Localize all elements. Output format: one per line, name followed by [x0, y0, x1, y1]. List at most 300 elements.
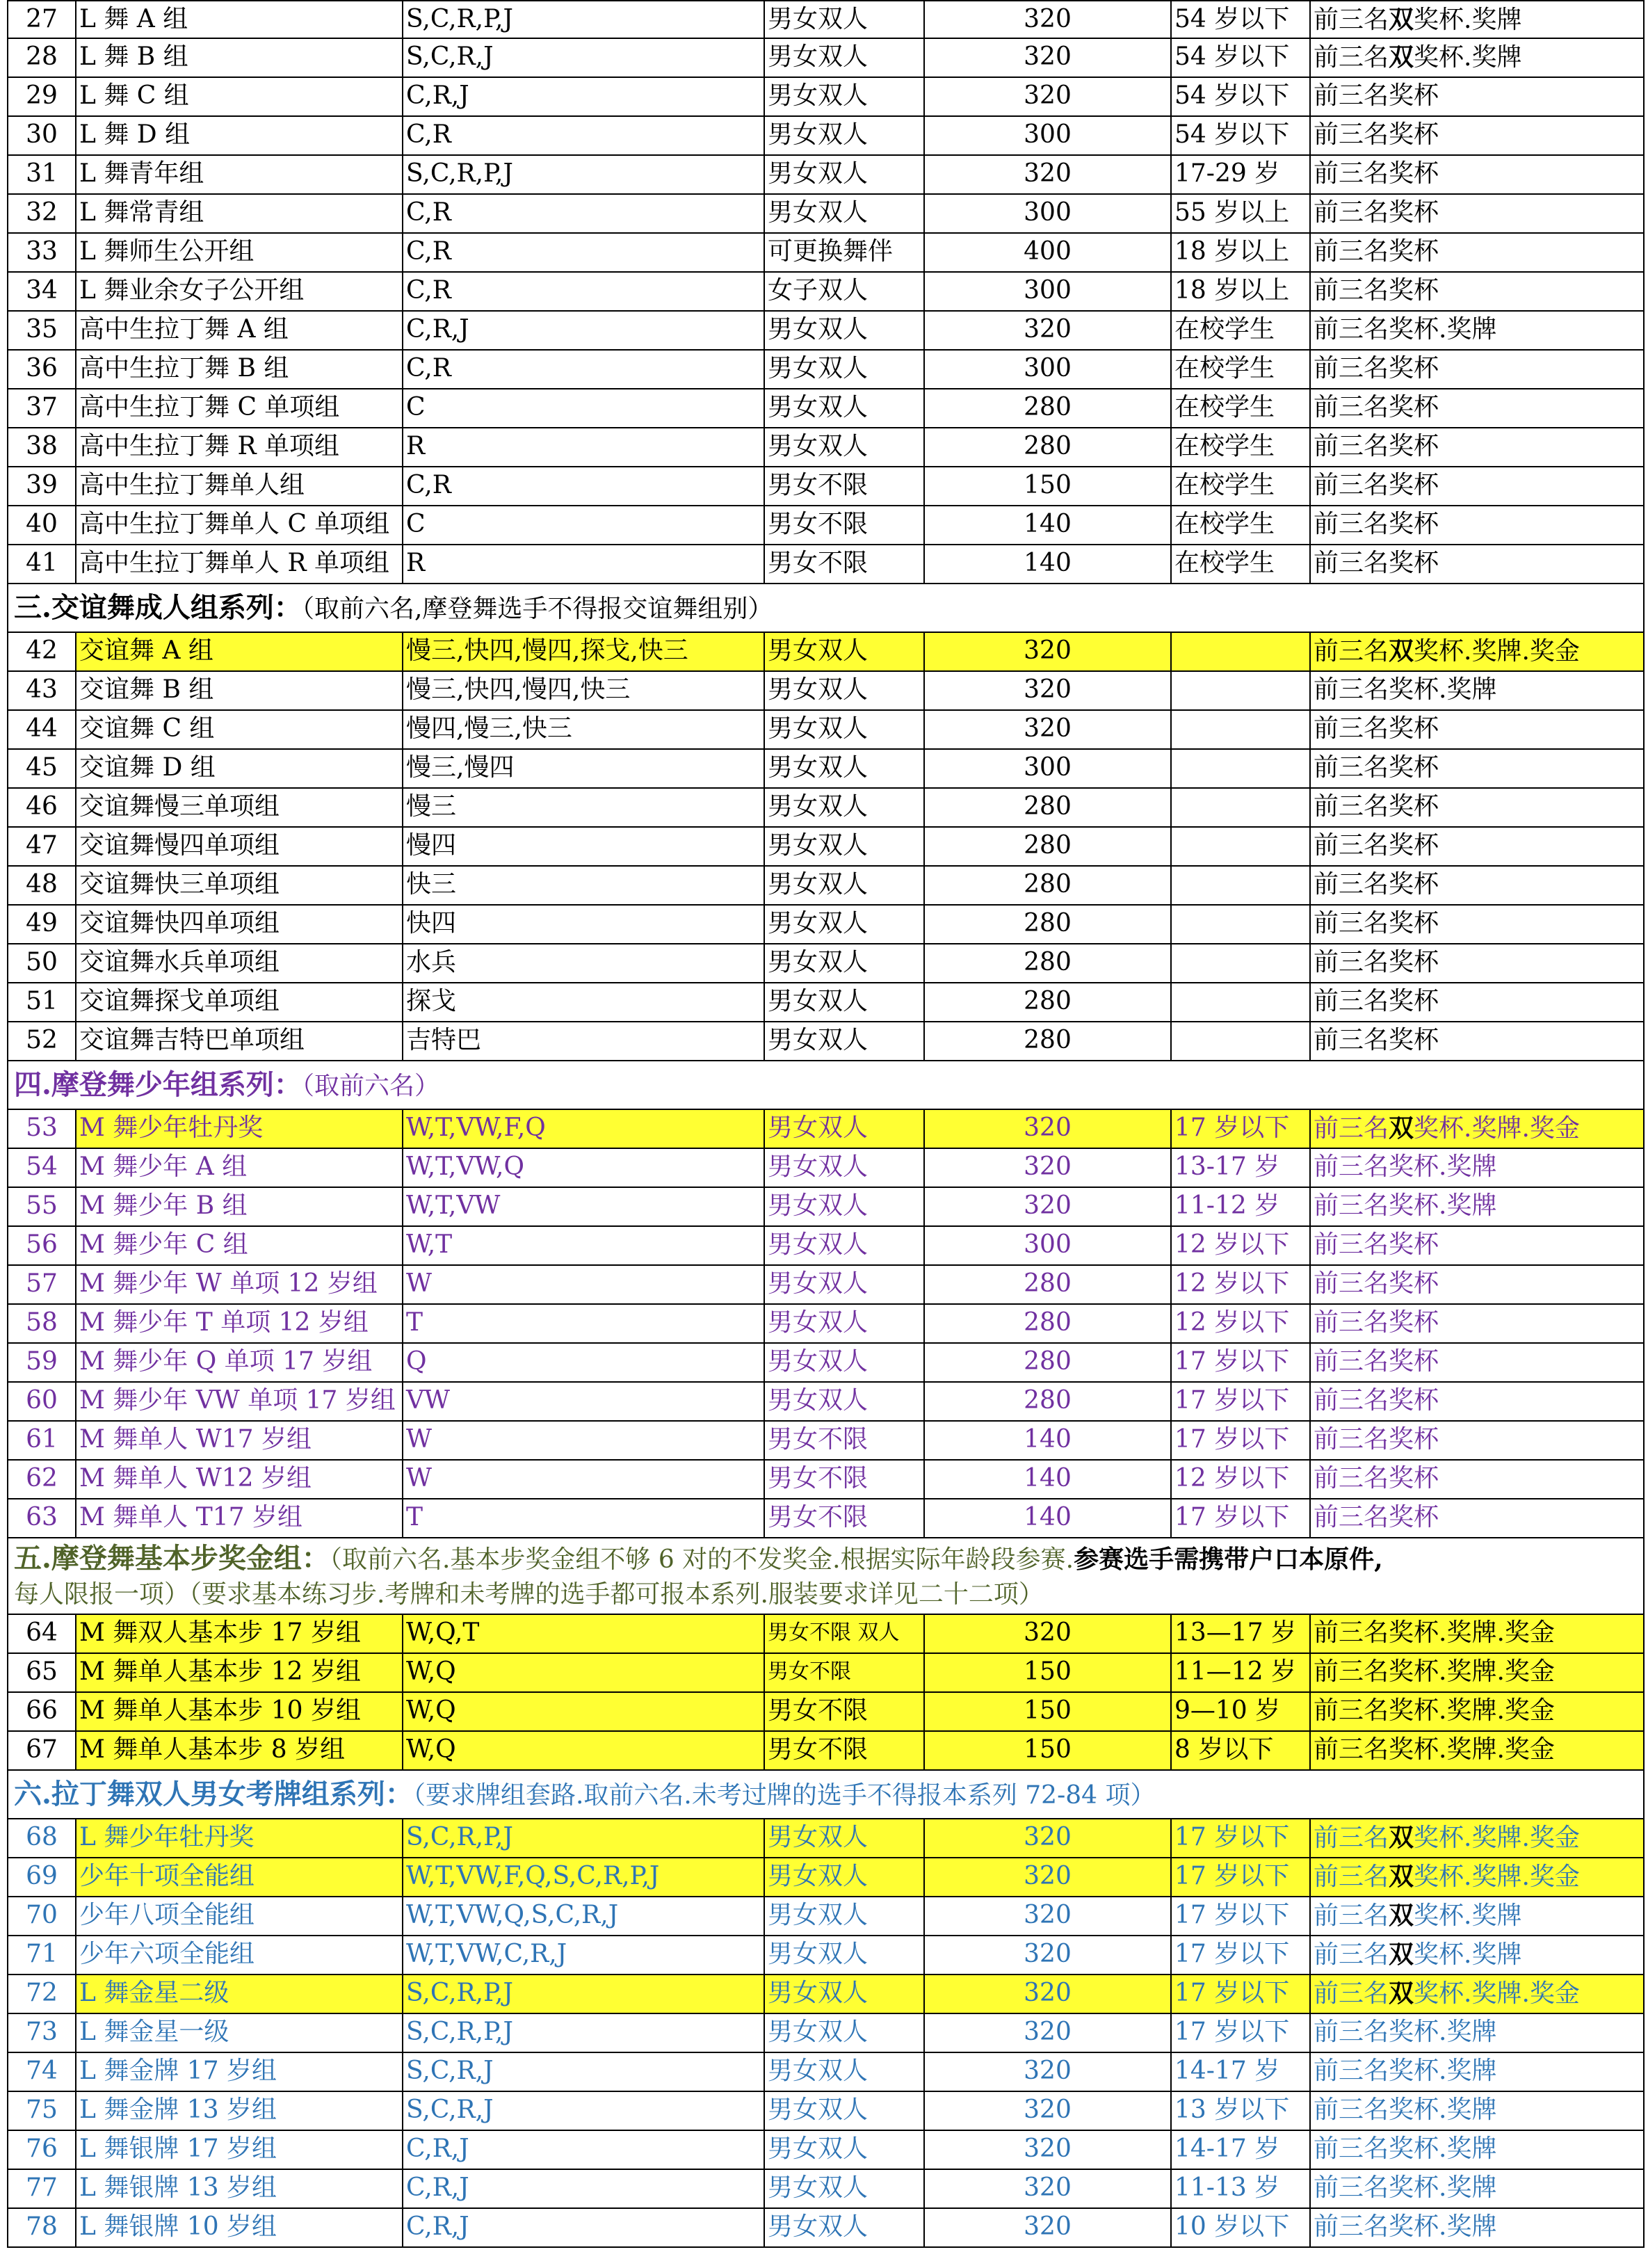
event-name-cell: L 舞青年组 — [76, 156, 403, 193]
age-limit-cell: 12 岁以下 — [1172, 1461, 1311, 1498]
prize-cell — [1311, 506, 1645, 544]
entry-fee-cell: 320 — [925, 1819, 1172, 1857]
prize-text-suffix: 奖杯.奖牌.奖金 — [1414, 1863, 1580, 1891]
row-number-cell: 41 — [7, 545, 76, 583]
partner-type-cell: 男女双人 — [765, 2053, 925, 2091]
row-number-cell: 28 — [7, 39, 76, 77]
prize-text: 前三名奖杯 — [1314, 1386, 1439, 1415]
event-name-cell: L 舞金星二级 — [76, 1975, 403, 2013]
event-name-cell: 少年六项全能组 — [76, 1936, 403, 1974]
prize-cell — [1311, 1227, 1645, 1264]
entry-fee-cell: 280 — [925, 1344, 1172, 1381]
age-limit-cell — [1172, 711, 1311, 748]
age-limit-cell — [1172, 633, 1311, 670]
row-number-cell: 59 — [7, 1344, 76, 1381]
row-number-cell: 72 — [7, 1975, 76, 2013]
table-row — [7, 117, 1645, 156]
partner-type-cell: 男女双人 — [765, 351, 925, 388]
entry-fee-cell: 320 — [925, 1936, 1172, 1974]
prize-text: 前三名奖杯 — [1314, 1026, 1439, 1054]
prize-text: 前三名奖杯 — [1314, 1269, 1439, 1298]
age-limit-cell: 54 岁以下 — [1172, 1, 1311, 38]
entry-fee-cell: 280 — [925, 944, 1172, 982]
table-row — [7, 2131, 1645, 2170]
prize-text: 前三名 — [1314, 1114, 1389, 1143]
dances-cell: C — [403, 389, 765, 427]
table-row — [7, 234, 1645, 273]
partner-type-cell: 男女双人 — [765, 312, 925, 349]
dances-cell: T — [403, 1499, 765, 1537]
age-limit-cell: 13-17 岁 — [1172, 1149, 1311, 1187]
entry-fee-cell: 320 — [925, 2092, 1172, 2130]
entry-fee-cell: 300 — [925, 1227, 1172, 1264]
age-limit-cell: 17 岁以下 — [1172, 1344, 1311, 1381]
prize-cell — [1311, 1383, 1645, 1420]
prize-cell — [1311, 789, 1645, 826]
event-name-cell: 少年八项全能组 — [76, 1897, 403, 1935]
prize-cell — [1311, 944, 1645, 982]
partner-type-cell: 男女不限 — [765, 467, 925, 505]
prize-text: 前三名奖杯 — [1314, 276, 1439, 305]
prize-text: 前三名奖杯 — [1314, 120, 1439, 149]
prize-text: 前三名 — [1314, 1979, 1389, 2008]
partner-type-cell: 男女双人 — [765, 750, 925, 787]
age-limit-cell — [1172, 906, 1311, 943]
age-limit-cell: 12 岁以下 — [1172, 1227, 1311, 1264]
dances-cell: 探戈 — [403, 983, 765, 1021]
row-number-cell: 57 — [7, 1266, 76, 1303]
row-number-cell: 69 — [7, 1858, 76, 1896]
prize-text: 前三名奖杯 — [1314, 198, 1439, 227]
prize-text-suffix: 奖杯.奖牌.奖金 — [1414, 1824, 1580, 1852]
table-row — [7, 1897, 1645, 1936]
partner-type-cell: 男女双人 — [765, 195, 925, 232]
age-limit-cell: 11-13 岁 — [1172, 2170, 1311, 2207]
prize-cell — [1311, 2170, 1645, 2207]
partner-type-cell: 男女双人 — [765, 1936, 925, 1974]
row-number-cell: 38 — [7, 428, 76, 466]
event-name-cell: M 舞单人 W12 岁组 — [76, 1461, 403, 1498]
table-row — [7, 1344, 1645, 1383]
partner-type-cell: 女子双人 — [765, 273, 925, 310]
prize-cell — [1311, 1693, 1645, 1730]
prize-cell — [1311, 389, 1645, 427]
entry-fee-cell: 320 — [925, 633, 1172, 670]
prize-text: 前三名奖杯 — [1314, 909, 1439, 938]
event-name-cell: M 舞少年 W 单项 12 岁组 — [76, 1266, 403, 1303]
prize-text-suffix: 奖杯.奖牌.奖金 — [1414, 1114, 1580, 1143]
age-limit-cell — [1172, 867, 1311, 904]
dances-cell: W,T,VW,F,Q — [403, 1110, 765, 1148]
section-3-header — [7, 584, 1645, 633]
prize-text: 前三名 — [1314, 1901, 1389, 1930]
event-name-cell: 交谊舞 C 组 — [76, 711, 403, 748]
dances-cell: S,C,R,J — [403, 2053, 765, 2091]
dances-cell: S,C,R,P,J — [403, 156, 765, 193]
age-limit-cell: 17 岁以下 — [1172, 1499, 1311, 1537]
age-limit-cell: 17 岁以下 — [1172, 1110, 1311, 1148]
entry-fee-cell: 320 — [925, 1149, 1172, 1187]
row-number-cell: 44 — [7, 711, 76, 748]
table-row — [7, 1858, 1645, 1897]
event-name-cell: L 舞 B 组 — [76, 39, 403, 77]
partner-type-cell: 男女双人 — [765, 2131, 925, 2169]
age-limit-cell: 14-17 岁 — [1172, 2053, 1311, 2091]
partner-type-cell: 男女不限 — [765, 1693, 925, 1730]
age-limit-cell: 在校学生 — [1172, 467, 1311, 505]
table-row — [7, 1975, 1645, 2014]
prize-text-suffix: 奖杯.奖牌.奖金 — [1414, 637, 1580, 666]
event-name-cell: 高中生拉丁舞单人组 — [76, 467, 403, 505]
partner-type-cell: 男女双人 — [765, 1110, 925, 1148]
age-limit-cell: 13—17 岁 — [1172, 1615, 1311, 1652]
partner-type-cell: 男女双人 — [765, 389, 925, 427]
prize-text: 前三名奖杯.奖牌 — [1314, 1152, 1497, 1181]
dances-cell: W,T — [403, 1227, 765, 1264]
event-name-cell: M 舞少年 C 组 — [76, 1227, 403, 1264]
table-row — [7, 789, 1645, 828]
event-name-cell: 交谊舞 A 组 — [76, 633, 403, 670]
event-name-cell: M 舞单人基本步 12 岁组 — [76, 1654, 403, 1691]
dances-cell: W,T,VW — [403, 1188, 765, 1225]
event-name-cell: L 舞金牌 17 岁组 — [76, 2053, 403, 2091]
entry-fee-cell: 320 — [925, 1975, 1172, 2013]
partner-type-cell: 男女双人 — [765, 672, 925, 709]
row-number-cell: 58 — [7, 1305, 76, 1342]
age-limit-cell: 10 岁以下 — [1172, 2209, 1311, 2246]
dances-cell: 快四 — [403, 906, 765, 943]
social-dance-rows — [7, 633, 1645, 1061]
partner-type-cell: 男女双人 — [765, 1344, 925, 1381]
age-limit-cell: 54 岁以下 — [1172, 78, 1311, 115]
table-row — [7, 39, 1645, 78]
dances-cell: T — [403, 1305, 765, 1342]
row-number-cell: 36 — [7, 351, 76, 388]
row-number-cell: 56 — [7, 1227, 76, 1264]
table-row — [7, 506, 1645, 545]
table-row — [7, 1305, 1645, 1344]
dances-cell: W — [403, 1422, 765, 1459]
entry-fee-cell: 140 — [925, 545, 1172, 583]
entry-fee-cell: 280 — [925, 906, 1172, 943]
partner-type-cell: 男女不限 — [765, 545, 925, 583]
prize-text: 前三名奖杯 — [1314, 870, 1439, 899]
prize-cell — [1311, 672, 1645, 709]
prize-text: 前三名奖杯 — [1314, 510, 1439, 538]
age-limit-cell: 17 岁以下 — [1172, 1858, 1311, 1896]
prize-cell — [1311, 1188, 1645, 1225]
row-number-cell: 33 — [7, 234, 76, 271]
prize-text: 前三名 — [1314, 1940, 1389, 1969]
table-row — [7, 1383, 1645, 1422]
event-name-cell: 高中生拉丁舞 A 组 — [76, 312, 403, 349]
event-name-cell: 高中生拉丁舞 R 单项组 — [76, 428, 403, 466]
table-row — [7, 0, 1645, 39]
table-row — [7, 312, 1645, 351]
prize-text: 前三名奖杯 — [1314, 1308, 1439, 1337]
partner-type-cell: 男女不限 双人 — [765, 1615, 925, 1652]
event-name-cell: M 舞少年 T 单项 12 岁组 — [76, 1305, 403, 1342]
prize-text: 前三名奖杯 — [1314, 159, 1439, 188]
event-name-cell: 交谊舞吉特巴单项组 — [76, 1022, 403, 1060]
table-row — [7, 944, 1645, 983]
dances-cell: S,C,R,P,J — [403, 1975, 765, 2013]
partner-type-cell: 男女不限 — [765, 1499, 925, 1537]
event-name-cell: L 舞常青组 — [76, 195, 403, 232]
row-number-cell: 76 — [7, 2131, 76, 2169]
row-number-cell: 78 — [7, 2209, 76, 2246]
row-number-cell: 48 — [7, 867, 76, 904]
partner-type-cell: 男女双人 — [765, 2092, 925, 2130]
prize-text: 前三名奖杯 — [1314, 714, 1439, 743]
entry-fee-cell: 320 — [925, 156, 1172, 193]
dances-cell: 慢三,快四,慢四,探戈,快三 — [403, 633, 765, 670]
prize-double-mark: 双 — [1389, 1113, 1414, 1143]
entry-fee-cell: 320 — [925, 312, 1172, 349]
entry-fee-cell: 280 — [925, 789, 1172, 826]
event-name-cell: M 舞单人基本步 8 岁组 — [76, 1732, 403, 1769]
age-limit-cell: 18 岁以上 — [1172, 273, 1311, 310]
age-limit-cell: 17 岁以下 — [1172, 1975, 1311, 2013]
prize-text: 前三名奖杯 — [1314, 1503, 1439, 1531]
dances-cell: W — [403, 1266, 765, 1303]
section-4-title: 四.摩登舞少年组系列： — [14, 1068, 302, 1101]
prize-text-suffix: 奖杯.奖牌 — [1414, 1901, 1522, 1930]
entry-fee-cell: 140 — [925, 1461, 1172, 1498]
row-number-cell: 60 — [7, 1383, 76, 1420]
prize-double-mark: 双 — [1389, 1979, 1414, 2008]
age-limit-cell: 8 岁以下 — [1172, 1732, 1311, 1769]
partner-type-cell: 男女双人 — [765, 2014, 925, 2052]
table-row — [7, 156, 1645, 195]
event-name-cell: M 舞双人基本步 17 岁组 — [76, 1615, 403, 1652]
table-row — [7, 750, 1645, 789]
entry-fee-cell: 320 — [925, 711, 1172, 748]
table-row — [7, 428, 1645, 467]
prize-cell — [1311, 545, 1645, 583]
prize-text: 前三名奖杯.奖牌 — [1314, 2096, 1497, 2124]
dances-cell: C,R,J — [403, 312, 765, 349]
age-limit-cell: 11—12 岁 — [1172, 1654, 1311, 1691]
table-row — [7, 828, 1645, 867]
prize-text: 前三名 — [1314, 1824, 1389, 1852]
row-number-cell: 35 — [7, 312, 76, 349]
event-name-cell: 少年十项全能组 — [76, 1858, 403, 1896]
age-limit-cell: 在校学生 — [1172, 312, 1311, 349]
partner-type-cell: 男女双人 — [765, 633, 925, 670]
dances-cell: R — [403, 545, 765, 583]
prize-text: 前三名奖杯.奖牌.奖金 — [1314, 1735, 1555, 1764]
row-number-cell: 70 — [7, 1897, 76, 1935]
entry-fee-cell: 280 — [925, 1266, 1172, 1303]
partner-type-cell: 男女双人 — [765, 2209, 925, 2246]
partner-type-cell: 男女双人 — [765, 1383, 925, 1420]
table-row — [7, 273, 1645, 312]
dances-cell: W,Q,T — [403, 1615, 765, 1652]
prize-double-mark: 双 — [1389, 1940, 1414, 1969]
age-limit-cell: 在校学生 — [1172, 545, 1311, 583]
partner-type-cell: 男女不限 — [765, 1461, 925, 1498]
entry-fee-cell: 320 — [925, 2014, 1172, 2052]
entry-fee-cell: 280 — [925, 867, 1172, 904]
dances-cell: 慢四,慢三,快三 — [403, 711, 765, 748]
partner-type-cell: 男女双人 — [765, 428, 925, 466]
prize-cell — [1311, 1819, 1645, 1857]
prize-double-mark: 双 — [1389, 5, 1414, 34]
event-name-cell: 交谊舞快四单项组 — [76, 906, 403, 943]
entry-fee-cell: 320 — [925, 1615, 1172, 1652]
entry-fee-cell: 320 — [925, 2209, 1172, 2246]
prize-cell — [1311, 867, 1645, 904]
prize-cell — [1311, 117, 1645, 154]
partner-type-cell: 男女不限 — [765, 1422, 925, 1459]
row-number-cell: 43 — [7, 672, 76, 709]
prize-cell — [1311, 351, 1645, 388]
prize-cell — [1311, 1110, 1645, 1148]
entry-fee-cell: 300 — [925, 195, 1172, 232]
dances-cell: 慢三,慢四 — [403, 750, 765, 787]
event-name-cell: M 舞单人基本步 10 岁组 — [76, 1693, 403, 1730]
entry-fee-cell: 320 — [925, 1858, 1172, 1896]
prize-text-suffix: 奖杯.奖牌 — [1414, 43, 1522, 72]
entry-fee-cell: 280 — [925, 1022, 1172, 1060]
dances-cell: C,R — [403, 273, 765, 310]
prize-cell — [1311, 1149, 1645, 1187]
dances-cell: C,R,J — [403, 2131, 765, 2169]
section-5-note-2: 每人限报一项）（要求基本练习步.考牌和未考牌的选手都可报本系列.服装要求详见二十二项） — [14, 1580, 1044, 1609]
dances-cell: C,R,J — [403, 2209, 765, 2246]
prize-text: 前三名奖杯 — [1314, 354, 1439, 383]
age-limit-cell: 在校学生 — [1172, 506, 1311, 544]
age-limit-cell: 17 岁以下 — [1172, 1936, 1311, 1974]
table-row — [7, 983, 1645, 1022]
prize-cell — [1311, 1858, 1645, 1896]
age-limit-cell — [1172, 672, 1311, 709]
row-number-cell: 54 — [7, 1149, 76, 1187]
table-row — [7, 711, 1645, 750]
prize-cell — [1311, 633, 1645, 670]
table-row — [7, 1227, 1645, 1266]
row-number-cell: 30 — [7, 117, 76, 154]
event-name-cell: L 舞业余女子公开组 — [76, 273, 403, 310]
row-number-cell: 39 — [7, 467, 76, 505]
row-number-cell: 31 — [7, 156, 76, 193]
event-name-cell: M 舞少年 VW 单项 17 岁组 — [76, 1383, 403, 1420]
event-name-cell: L 舞 D 组 — [76, 117, 403, 154]
prize-cell — [1311, 1305, 1645, 1342]
table-row — [7, 1936, 1645, 1975]
partner-type-cell: 男女双人 — [765, 1, 925, 38]
prize-text: 前三名奖杯 — [1314, 792, 1439, 821]
prize-text: 前三名奖杯.奖牌 — [1314, 2134, 1497, 2163]
prize-cell — [1311, 1499, 1645, 1537]
dances-cell: C,R,J — [403, 78, 765, 115]
entry-fee-cell: 280 — [925, 428, 1172, 466]
dances-cell: 慢三 — [403, 789, 765, 826]
entry-fee-cell: 320 — [925, 1897, 1172, 1935]
age-limit-cell — [1172, 750, 1311, 787]
prize-cell — [1311, 428, 1645, 466]
dances-cell: S,C,R,J — [403, 39, 765, 77]
age-limit-cell: 11-12 岁 — [1172, 1188, 1311, 1225]
row-number-cell: 77 — [7, 2170, 76, 2207]
partner-type-cell: 男女双人 — [765, 1897, 925, 1935]
table-row — [7, 1693, 1645, 1732]
latin-adult-rows — [7, 0, 1645, 584]
row-number-cell: 29 — [7, 78, 76, 115]
dances-cell: 快三 — [403, 867, 765, 904]
dances-cell: W,T,VW,C,R,J — [403, 1936, 765, 1974]
prize-text-suffix: 奖杯.奖牌 — [1414, 1940, 1522, 1969]
table-row — [7, 1615, 1645, 1654]
prize-text-suffix: 奖杯.奖牌.奖金 — [1414, 1979, 1580, 2008]
prize-cell — [1311, 711, 1645, 748]
table-row — [7, 78, 1645, 117]
prize-text: 前三名奖杯 — [1314, 549, 1439, 577]
age-limit-cell: 54 岁以下 — [1172, 117, 1311, 154]
partner-type-cell: 男女双人 — [765, 117, 925, 154]
event-name-cell: 交谊舞探戈单项组 — [76, 983, 403, 1021]
section-3-title: 三.交谊舞成人组系列： — [14, 591, 302, 624]
event-name-cell: 高中生拉丁舞单人 C 单项组 — [76, 506, 403, 544]
event-name-cell: 交谊舞慢三单项组 — [76, 789, 403, 826]
table-row — [7, 1022, 1645, 1061]
age-limit-cell: 在校学生 — [1172, 351, 1311, 388]
partner-type-cell: 男女双人 — [765, 1858, 925, 1896]
prize-text: 前三名奖杯 — [1314, 831, 1439, 860]
partner-type-cell: 男女双人 — [765, 1975, 925, 2013]
dances-cell: VW — [403, 1383, 765, 1420]
age-limit-cell: 17 岁以下 — [1172, 1897, 1311, 1935]
age-limit-cell: 17-29 岁 — [1172, 156, 1311, 193]
prize-text: 前三名奖杯 — [1314, 1464, 1439, 1493]
section-6-header — [7, 1771, 1645, 1819]
table-row — [7, 195, 1645, 234]
prize-cell — [1311, 234, 1645, 271]
section-4-note: （取前六名） — [301, 1072, 439, 1100]
dances-cell: C,R — [403, 195, 765, 232]
entry-fee-cell: 320 — [925, 2131, 1172, 2169]
prize-double-mark: 双 — [1389, 42, 1414, 72]
entry-fee-cell: 320 — [925, 2053, 1172, 2091]
partner-type-cell: 男女双人 — [765, 1022, 925, 1060]
table-row — [7, 545, 1645, 584]
event-name-cell: L 舞 C 组 — [76, 78, 403, 115]
prize-cell — [1311, 2053, 1645, 2091]
prize-text: 前三名 — [1314, 43, 1389, 72]
prize-text: 前三名奖杯.奖牌 — [1314, 2057, 1497, 2085]
prize-text: 前三名奖杯.奖牌.奖金 — [1314, 1657, 1555, 1686]
prize-cell — [1311, 1936, 1645, 1974]
entry-fee-cell: 280 — [925, 1305, 1172, 1342]
entry-fee-cell: 320 — [925, 1188, 1172, 1225]
dances-cell: S,C,R,J — [403, 2092, 765, 2130]
dances-cell: C,R — [403, 234, 765, 271]
partner-type-cell: 男女双人 — [765, 789, 925, 826]
prize-cell — [1311, 2092, 1645, 2130]
partner-type-cell: 可更换舞伴 — [765, 234, 925, 271]
age-limit-cell: 17 岁以下 — [1172, 2014, 1311, 2052]
dances-cell: 慢三,快四,慢四,快三 — [403, 672, 765, 709]
dances-cell: W,Q — [403, 1654, 765, 1691]
entry-fee-cell: 150 — [925, 1732, 1172, 1769]
event-name-cell: 交谊舞水兵单项组 — [76, 944, 403, 982]
prize-cell — [1311, 273, 1645, 310]
partner-type-cell: 男女不限 — [765, 506, 925, 544]
partner-type-cell: 男女双人 — [765, 828, 925, 865]
prize-double-mark: 双 — [1389, 636, 1414, 666]
age-limit-cell: 13 岁以下 — [1172, 2092, 1311, 2130]
